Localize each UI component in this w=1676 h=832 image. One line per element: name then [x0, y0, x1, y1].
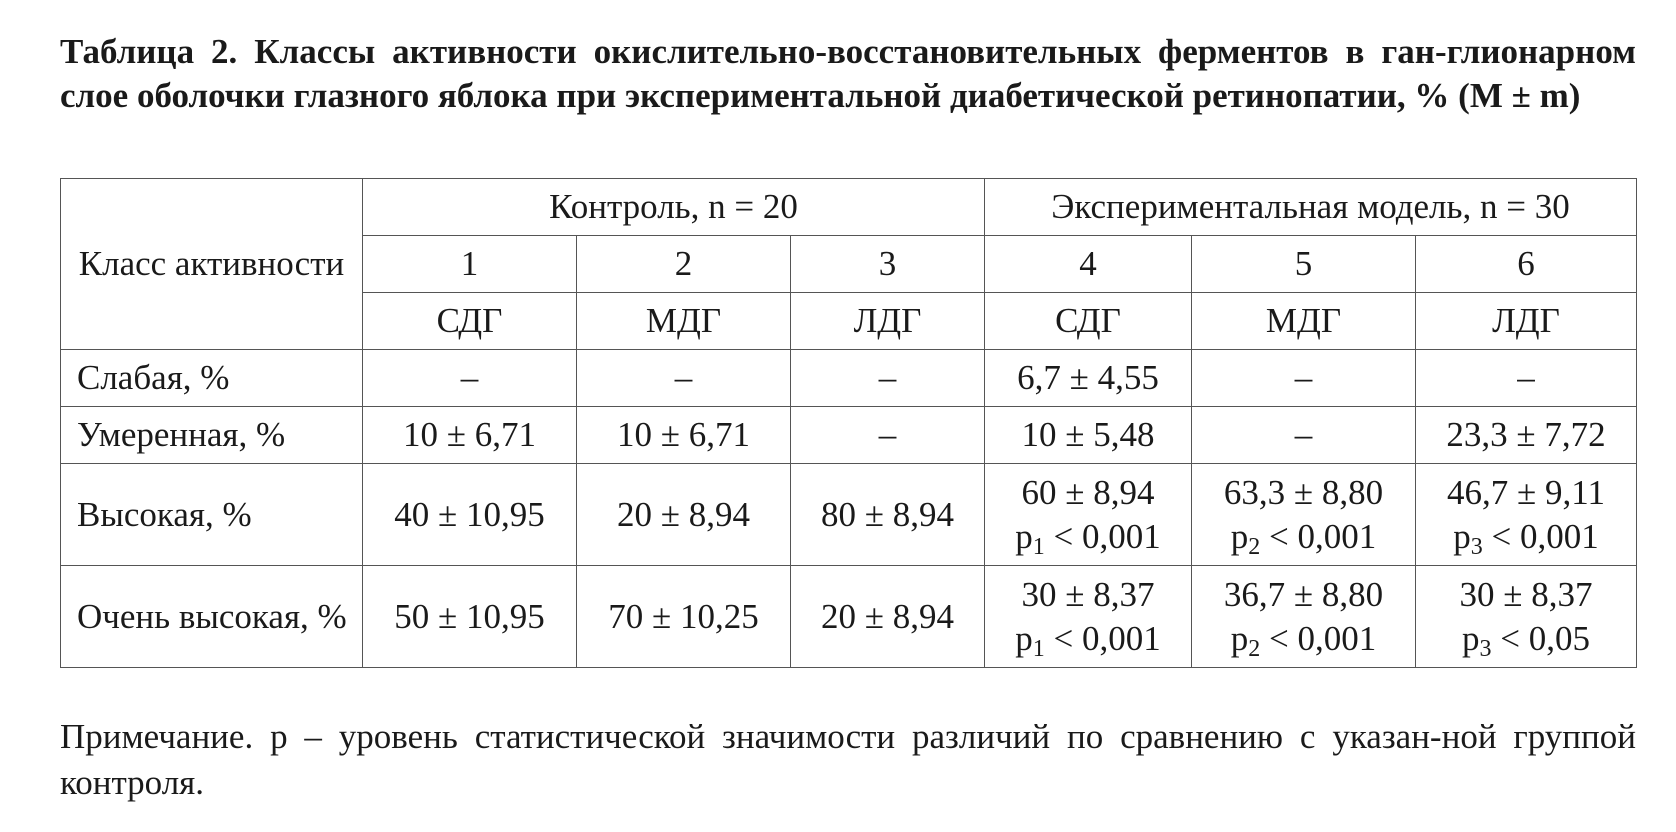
p-threshold: < 0,05 [1491, 618, 1590, 658]
table-note: Примечание. р – уровень статистической значимости различий по сравнению с указан-ной группой контроля. [60, 717, 1636, 802]
data-cell [1192, 566, 1416, 668]
table-row [61, 464, 1637, 566]
data-cell: 10 ± 6,71 [363, 407, 577, 464]
data-cell: – [791, 407, 985, 464]
data-cell [1416, 566, 1637, 668]
p-index: 2 [1248, 533, 1261, 560]
data-cell: 6,7 ± 4,55 [985, 350, 1192, 407]
column-number: 2 [577, 236, 791, 293]
data-cell: 40 ± 10,95 [363, 464, 577, 566]
cell-value: 30 ± 8,37 [1459, 574, 1593, 614]
cell-value: 60 ± 8,94 [1021, 472, 1155, 512]
p-symbol: p [1462, 618, 1480, 658]
data-cell [1416, 464, 1637, 566]
row-label: Очень высокая, % [61, 566, 363, 668]
column-number: 5 [1192, 236, 1416, 293]
p-symbol: p [1230, 618, 1249, 658]
p-threshold: < 0,001 [1482, 516, 1599, 556]
p-value [989, 617, 1187, 661]
p-symbol: p [1015, 618, 1033, 658]
p-threshold: < 0,001 [1044, 516, 1161, 556]
data-cell: 10 ± 6,71 [577, 407, 791, 464]
p-symbol: p [1230, 516, 1249, 556]
p-index: 1 [1032, 635, 1045, 662]
data-cell: – [363, 350, 577, 407]
column-number: 3 [791, 236, 985, 293]
p-index: 1 [1032, 533, 1045, 560]
p-value [989, 515, 1187, 559]
enzyme-name: МДГ [1192, 293, 1416, 350]
data-cell: 50 ± 10,95 [363, 566, 577, 668]
group-header-row [61, 179, 1637, 236]
enzyme-name: СДГ [985, 293, 1192, 350]
p-value [1420, 515, 1632, 559]
enzyme-name: СДГ [363, 293, 577, 350]
group-header-experimental: Экспериментальная модель, n = 30 [985, 179, 1637, 236]
p-symbol: p [1015, 516, 1033, 556]
p-threshold: < 0,001 [1044, 618, 1161, 658]
row-label: Высокая, % [61, 464, 363, 566]
group-header-control: Контроль, n = 20 [363, 179, 985, 236]
data-cell: 23,3 ± 7,72 [1416, 407, 1637, 464]
p-index: 3 [1479, 635, 1492, 662]
cell-value: 46,7 ± 9,11 [1447, 472, 1605, 512]
data-cell: – [577, 350, 791, 407]
p-value [1196, 515, 1411, 559]
data-cell: – [1416, 350, 1637, 407]
p-threshold: < 0,001 [1260, 618, 1377, 658]
row-label: Умеренная, % [61, 407, 363, 464]
table-caption: Таблица 2. Классы активности окислительно-восстановительных ферментов в ган-глионарном слое оболочки глазного яблока при экспериментальной диабетической ретинопатии, % (M ± m) [60, 32, 1636, 115]
column-number: 4 [985, 236, 1192, 293]
enzyme-name: МДГ [577, 293, 791, 350]
enzyme-name: ЛДГ [791, 293, 985, 350]
data-cell: 10 ± 5,48 [985, 407, 1192, 464]
p-threshold: < 0,001 [1260, 516, 1377, 556]
row-label: Слабая, % [61, 350, 363, 407]
cell-value: 30 ± 8,37 [1021, 574, 1155, 614]
column-number: 6 [1416, 236, 1637, 293]
p-symbol: p [1453, 516, 1471, 556]
p-value [1196, 617, 1411, 661]
row-header-cell: Класс активности [61, 179, 363, 350]
table-row [61, 350, 1637, 407]
enzyme-activity-table [60, 178, 1637, 668]
p-index: 3 [1470, 533, 1483, 560]
data-cell [985, 464, 1192, 566]
data-cell: 70 ± 10,25 [577, 566, 791, 668]
data-cell: 20 ± 8,94 [577, 464, 791, 566]
data-cell: 20 ± 8,94 [791, 566, 985, 668]
p-value [1420, 617, 1632, 661]
data-cell: – [1192, 350, 1416, 407]
data-cell: – [791, 350, 985, 407]
table-row [61, 407, 1637, 464]
p-index: 2 [1248, 635, 1261, 662]
cell-value: 36,7 ± 8,80 [1223, 574, 1384, 614]
column-number: 1 [363, 236, 577, 293]
cell-value: 63,3 ± 8,80 [1223, 472, 1384, 512]
data-cell [1192, 464, 1416, 566]
enzyme-name: ЛДГ [1416, 293, 1637, 350]
data-cell: – [1192, 407, 1416, 464]
data-cell [985, 566, 1192, 668]
data-cell: 80 ± 8,94 [791, 464, 985, 566]
table-row [61, 566, 1637, 668]
